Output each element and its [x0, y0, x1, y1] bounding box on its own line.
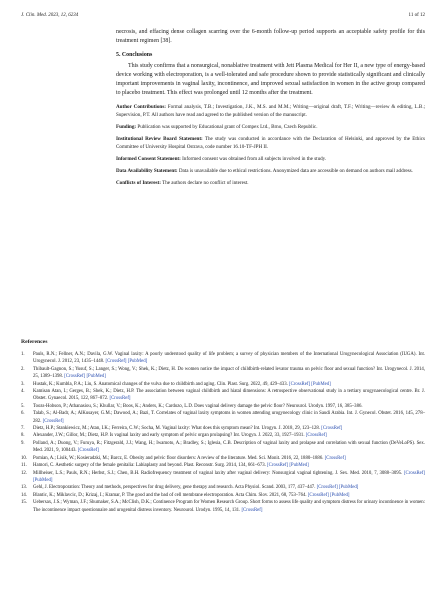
reference-number: 11. [21, 463, 27, 469]
statement-text: Formal analysis, T.B.; Investigation, J.K., M.S. and M.M.; Writing—original draft, T.F.; Writing—review & editing, L.B.; Supervision, P.T. All authors have read and agreed to the published version of the manuscript. [116, 104, 426, 118]
references-heading: References [21, 339, 48, 345]
crossref-link[interactable]: [CrossRef] [105, 359, 127, 365]
reference-citation: Thibault-Gagnon, S.; Yusuf, S.; Langer, S.; Wong, V.; Shek, K.; Dietz, H. Do women notice the impact of childbirth-related levator trauma on pelvic floor and sexual function? Int. Urogynecol. J. 2014, 25, 1389–1398. [33, 366, 425, 380]
reference-item [21, 410, 425, 425]
back-matter-statements [116, 104, 425, 188]
page-header [21, 13, 425, 23]
journal-citation: J. Clin. Med. 2023, 12, 6234 [21, 13, 79, 18]
crossref-link[interactable]: [CrossRef] [241, 507, 263, 513]
reference-item [21, 351, 425, 366]
reference-number: 1. [21, 352, 25, 357]
pubmed-link[interactable]: [PubMed] [33, 477, 53, 483]
reference-text [33, 388, 425, 403]
reference-text [33, 455, 425, 462]
reference-item [21, 388, 425, 403]
reference-number: 15. [21, 500, 27, 506]
reference-citation: Uebersax, J.S.; Wyman, J.F.; Shumaker, S.A.; McClish, D.K.; Continence Program for Women Research Group. Short forms to assess life quality and symptom distress for urinary incontinence in women: The incontinence impact questionnaire and urogenital distress inventory. Neurourol. Urodyn. 1995, 14, 131. [33, 500, 425, 513]
reference-item [21, 425, 425, 432]
reference-citation: Pauls, R.N.; Fellner, A.N.; Davila, G.W. Vaginal laxity: A poorly understood quality of life problem; a survey of physician members of the International Urogynecological Association (IUGA). Int. Urogynecol. J. 2012, 23, 1435–1448. [33, 352, 425, 365]
reference-number: 3. [21, 381, 25, 387]
crossref-link[interactable]: [CrossRef] [289, 381, 311, 387]
reference-citation: Talab, S.; Al-Badr, A.; AlKusayer, G.M.; Dawood, A.; Bazi, T. Correlates of vaginal laxity symptoms in women attending urogynecology clinic in Saudi Arabia. Int. J. Gynecol. Obstet. 2016, 145, 278–282. [33, 411, 425, 424]
statement-item [116, 104, 425, 119]
statement-item [116, 156, 425, 164]
reference-text [33, 492, 425, 499]
reference-number: 12. [21, 470, 27, 476]
reference-citation: Kamisan Atan, I.; Gerges, B.; Shek, K.; Dietz, H.P. The association between vaginal childbirth and hiatal dimensions: A retrospective observational study in a tertiary urogynaecological centre. Br. J. Obstet. Gynaecol. 2015, 122, 867–872. [33, 389, 425, 402]
reference-item [21, 432, 425, 439]
reference-item [21, 462, 425, 469]
crossref-link[interactable]: [CrossRef] [324, 455, 346, 461]
reference-text [33, 484, 425, 491]
statement-label: Author Contributions: [116, 104, 166, 110]
pubmed-link[interactable]: [PubMed] [127, 359, 148, 365]
reference-number: 5. [21, 403, 25, 409]
statement-item [116, 180, 425, 188]
pubmed-link[interactable]: [PubMed] [86, 374, 106, 380]
reference-item [21, 440, 425, 455]
statement-text: Publication was supported by Educational grant of Compex Ltd., Brno, Czech Republic. [136, 123, 318, 130]
reference-number: 4. [21, 389, 25, 395]
statement-text: Data is unavailable due to ethical restrictions. Anonymized data are accessible on demand on authors mail address. [177, 167, 413, 174]
reference-number: 13. [21, 485, 27, 491]
statement-label: Data Availability Statement: [116, 167, 178, 174]
intro-paragraph: necrosis, and effacing dense collagen scarring over the 6-month follow-up period supports an acceptable safety profile for this treatment regimen [38]. [116, 29, 425, 44]
reference-text [33, 351, 425, 366]
reference-text [33, 410, 425, 425]
main-column [116, 28, 425, 192]
reference-number: 14. [21, 492, 27, 498]
reference-item [21, 484, 425, 491]
reference-number: 10. [21, 455, 27, 461]
reference-number: 9. [21, 440, 25, 446]
reference-item [21, 470, 425, 485]
reference-citation: Pomian, A.; Lisik, W.; Kosieradzki, M.; Barcz, E. Obesity and pelvic floor disorders: A review of the literature. Med. Sci. Monit. 2016, 22, 1880–1886. [33, 455, 324, 461]
statement-label: Institutional Review Board Statement: [116, 135, 203, 142]
reference-text [33, 462, 425, 469]
pubmed-link[interactable]: [PubMed] [311, 381, 331, 387]
crossref-link[interactable]: [CrossRef] [64, 374, 86, 380]
reference-text [33, 470, 425, 485]
crossref-link[interactable]: [CrossRef] [42, 418, 64, 424]
pubmed-link[interactable]: [PubMed] [338, 485, 359, 491]
reference-citation: Dietz, H.P.; Stankiewicz, M.; Atan, I.K.; Ferreira, C.W.; Socha, M. Vaginal laxity: What does this symptom mean? Int. Urogyn. J. 2018, 29, 123–128. [33, 426, 321, 432]
reference-citation: Blantic, K.; Miklavcic, D.; Krizaj, I.; Kramar, P. The good and the bad of cell membrane electroporation. Acta Chim. Slov. 2021, 68, 753–764. [33, 492, 307, 498]
reference-number: 6. [21, 411, 25, 417]
crossref-link[interactable]: [CrossRef] [316, 485, 338, 491]
statement-label: Conflicts of Interest: [116, 180, 161, 187]
reference-number: 7. [21, 426, 25, 432]
pubmed-link[interactable]: [PubMed] [289, 463, 309, 469]
statement-item [116, 136, 425, 151]
statement-label: Funding: [116, 123, 137, 130]
reference-text [33, 403, 425, 410]
reference-item [21, 455, 425, 462]
reference-citation: Gehl, J. Electroporation: Theory and methods, perspectives for drug delivery, gene therapy and research. Acta Physiol. Scand. 2003, 177, 437–447. [33, 485, 316, 491]
crossref-link[interactable]: [CrossRef] [403, 470, 425, 476]
reference-item [21, 492, 425, 499]
reference-item [21, 366, 425, 381]
reference-text [33, 499, 425, 514]
reference-text [33, 440, 425, 455]
reference-citation: Toozs-Hobson, P.; Athanasiou, S.; Khullar, V.; Boos, K.; Anders, K.; Cardozo, L.D. Does vaginal delivery damage the pelvic floor? Neurourol. Urodyn. 1997, 16, 385–386. [33, 403, 363, 409]
reference-citation: Millheiser, L.S.; Pauls, R.N.; Herbst, S.J.; Chen, B.H. Radiofrequency treatment of vaginal laxity after vaginal delivery: Nonsurgical vaginal tightening. J. Sex. Med. 2010, 7, 3088–3095. [33, 470, 403, 476]
statement-text: The authors declare no conflict of interest. [160, 180, 249, 187]
reference-text [33, 381, 425, 388]
statement-item [116, 168, 425, 176]
reference-number: 8. [21, 433, 25, 439]
reference-citation: Polland, A.; Duong, V.; Furuya, R.; Fitzgerald, J.J.; Wang, H.; Iwamoto, A.; Bradley, S.; Iglesia, C.B. Description of vaginal laxity and prolapse and correlation with sexual function (DeVeLoPS). Sex. Med. 2021, 9, 100443. [33, 440, 425, 454]
reference-text [33, 425, 425, 432]
conclusions-paragraph: This study confirms that a nonsurgical, nonablative treatment with Jett Plasma Medical for Her II, a new type of energy-based device working with electroporation, is a well-tolerated and safe procedure shown to provide statistically significant and clinically important improvements in vaginal laxity, incontinence, and improved sexual satisfaction in women in the active group compared to placebo treatment. This effect was prolonged until 12 months after the treatment. [116, 63, 426, 96]
statement-label: Informed Consent Statement: [116, 155, 181, 162]
pubmed-link[interactable]: [PubMed] [330, 492, 350, 498]
reference-item [21, 403, 425, 410]
reference-item [21, 381, 425, 388]
section-title-conclusions: 5. Conclusions [116, 52, 153, 58]
crossref-link[interactable]: [CrossRef] [267, 463, 289, 469]
reference-number: 2. [21, 366, 25, 372]
crossref-link[interactable]: [CrossRef] [109, 396, 131, 402]
reference-citation: Hustak, K.; Kumbla, P.A.; Liu, S. Anatomical changes of the vulva due to childbirth and aging. Clin. Plast. Surg. 2022, 49, 429–433. [33, 381, 288, 387]
reference-citation: Alexander, J.W.; Gillor, M.; Dietz, H.P. Is vaginal laxity and early symptom of pelvic organ prolapsing? Int. Urogyn. J. 2022, 33, 1927–1931. [33, 433, 305, 439]
reference-text [33, 366, 425, 381]
reference-item [21, 499, 425, 514]
reference-text [33, 432, 425, 439]
reference-citation: Hamori, C. Aesthetic surgery of the female genitalia: Labiaplasty and beyond. Plast. Reconstr. Surg. 2014, 134, 661–673. [33, 463, 266, 469]
statement-text: The study was conducted in accordance with the Declaration of Helsinki, and approved by the Ethics Committee of University Hospital Ostrava, code number 16.10-TF-JPH II. [116, 135, 425, 150]
crossref-link[interactable]: [CrossRef] [305, 433, 327, 439]
statement-text: Informed consent was obtained from all subjects involved in the study. [180, 155, 327, 162]
crossref-link[interactable]: [CrossRef] [307, 492, 329, 498]
crossref-link[interactable]: [CrossRef] [321, 426, 343, 432]
crossref-link[interactable]: [CrossRef] [77, 448, 99, 454]
statement-item [116, 124, 425, 132]
references-list [21, 351, 425, 514]
page-number: 11 of 12 [408, 13, 425, 18]
